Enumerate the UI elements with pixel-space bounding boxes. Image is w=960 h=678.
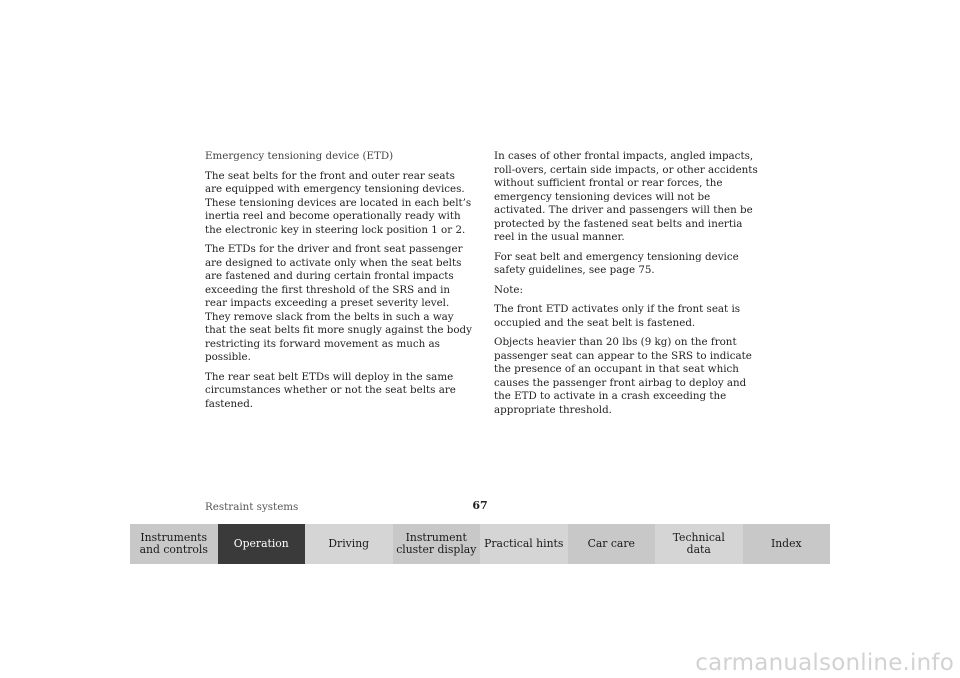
tab-instrument-cluster-display[interactable]: Instrument cluster display: [393, 524, 481, 564]
section-heading: Emergency tensioning device (ETD): [205, 150, 394, 162]
note-paragraph: Objects heavier than 20 lbs (9 kg) on the front passenger seat can appear to the SRS to indicate the presence of an occupant in that seat which causes the passenger front airbag to deploy and the ETD to activate in a crash exceeding the appropriate threshold.: [494, 336, 752, 416]
left-column: [205, 150, 473, 417]
body-paragraph: The seat belts for the front and outer rear seats are equipped with emergency tensioning devices. These tensioning devices are located in each belt’s inertia reel and become operationally ready with the electronic key in steering lock position 1 or 2.: [205, 169, 472, 236]
tab-technical-data[interactable]: Technical data: [655, 524, 743, 564]
note-label: Note:: [494, 283, 523, 296]
tab-instruments-and-controls[interactable]: Instruments and controls: [130, 524, 218, 564]
footer-section-title: Restraint systems: [205, 501, 299, 513]
body-paragraph: The ETDs for the driver and front seat passenger are designed to activate only when the seat belts are fastened and during certain frontal impacts exceeding the first threshold of the SRS and in rear impacts exceeding a preset severity level. They remove slack from the belts in such a way that the seat belts fit more snugly against the body restricting its forward movement as much as possible.: [205, 243, 472, 363]
tab-driving[interactable]: Driving: [305, 524, 393, 564]
tab-practical-hints[interactable]: Practical hints: [480, 524, 568, 564]
body-paragraph: For seat belt and emergency tensioning device safety guidelines, see page 75.: [494, 250, 739, 276]
watermark-text: carmanualsonline.info: [695, 650, 954, 676]
body-paragraph: The rear seat belt ETDs will deploy in the same circumstances whether or not the seat belts are fastened.: [205, 370, 456, 410]
tab-operation[interactable]: Operation: [218, 524, 306, 564]
page-number: 67: [472, 499, 488, 512]
chapter-navigation-bar: [130, 524, 830, 564]
right-column: [494, 150, 762, 423]
tab-car-care[interactable]: Car care: [568, 524, 656, 564]
tab-index[interactable]: Index: [743, 524, 831, 564]
note-paragraph: The front ETD activates only if the front seat is occupied and the seat belt is fastened.: [494, 303, 741, 329]
body-paragraph: In cases of other frontal impacts, angled impacts, roll-overs, certain side impacts, or other accidents without sufficient frontal or rear forces, the emergency tensioning devices will not be activated. The driver and passengers will then be protected by the fastened seat belts and inertia reel in the usual manner.: [494, 150, 758, 243]
